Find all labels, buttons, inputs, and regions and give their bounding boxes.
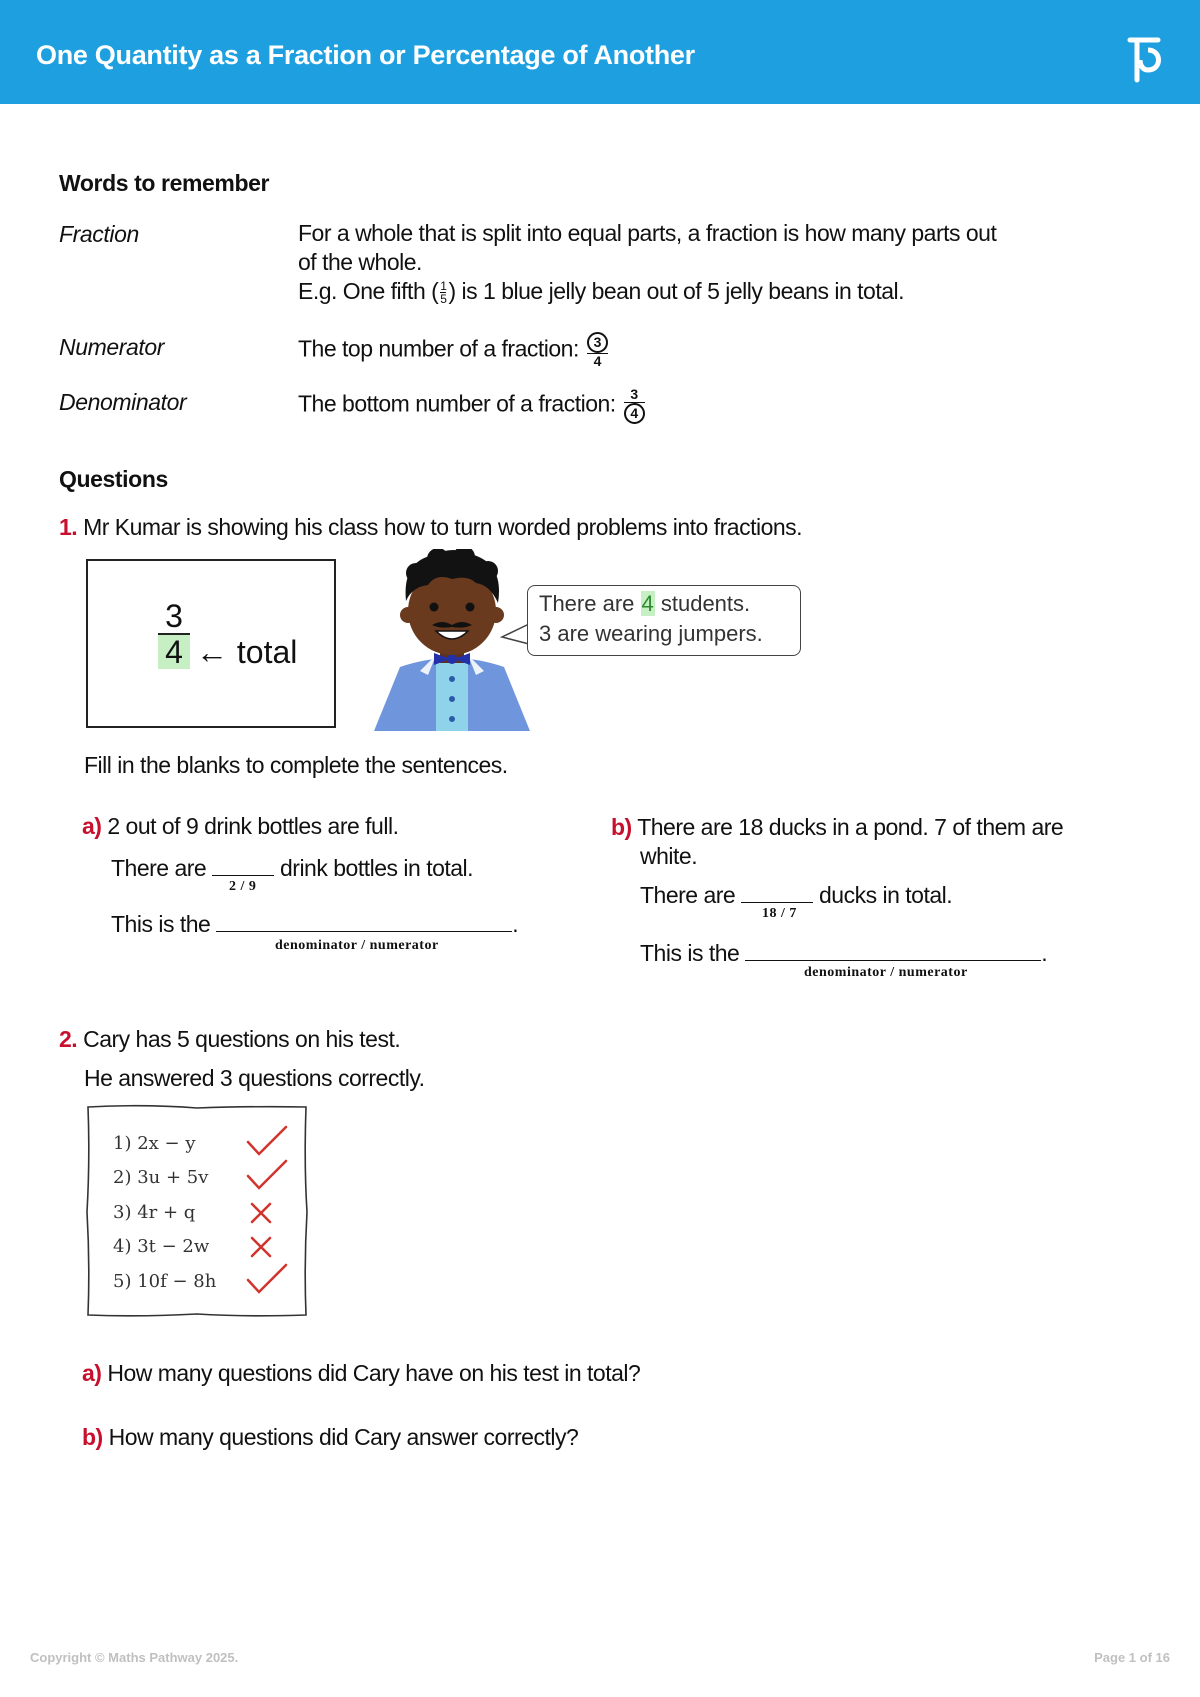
q1b-blank-2[interactable]: [745, 938, 1041, 961]
question-2-text-line1: Cary has 5 questions on his test.: [83, 1026, 401, 1052]
circled-denominator: 4: [624, 403, 645, 424]
fraction-denominator: 4: [593, 353, 601, 369]
box-denominator: 4: [158, 635, 190, 669]
fraction-numerator: 1: [440, 279, 447, 294]
q1a-label: a): [82, 813, 102, 839]
test-item-1: 1) 2x − y: [113, 1133, 196, 1154]
tick-icon: [245, 1124, 289, 1158]
bubble-line-1-pre: There are: [539, 591, 641, 616]
q1a-line-1: [111, 853, 473, 882]
q1b-line-2: [640, 938, 1047, 967]
total-label: ← total: [196, 634, 298, 670]
page-number: Page 1 of 16: [1094, 1650, 1170, 1665]
denominator-example-fraction: [624, 387, 645, 424]
fraction-definition: [298, 219, 1098, 306]
fraction-numerator: 3: [630, 386, 638, 402]
question-2-text-line2: He answered 3 questions correctly.: [84, 1065, 425, 1091]
page-header: [0, 0, 1200, 104]
copyright-text: Copyright © Maths Pathway 2025.: [30, 1650, 239, 1665]
q2b-text: How many questions did Cary answer correctly?: [108, 1424, 579, 1450]
one-fifth-fraction: [440, 280, 446, 305]
q1a-options-1: 2 / 9: [229, 879, 257, 894]
term-numerator: Numerator: [59, 334, 165, 360]
tick-icon: [245, 1262, 289, 1296]
page-title: One Quantity as a Fraction or Percentage of Another: [36, 40, 695, 70]
box-numerator: 3: [165, 598, 183, 634]
bubble-line-1: [539, 589, 800, 619]
tick-icon: [245, 1158, 289, 1192]
bubble-line-1-post: students.: [654, 591, 751, 616]
q1b-text-line1: There are 18 ducks in a pond. 7 of them are: [637, 814, 1064, 840]
questions-heading: Questions: [59, 466, 168, 492]
box-fraction: [158, 599, 190, 669]
test-item-4: 4) 3t − 2w: [113, 1236, 210, 1257]
numerator-example-fraction: [587, 332, 608, 369]
q1-instruction: Fill in the blanks to complete the sentences.: [84, 752, 508, 778]
q1a-line1-post: drink bottles in total.: [280, 855, 474, 881]
q2a-text: How many questions did Cary have on his test in total?: [107, 1360, 641, 1386]
q1a-blank-2[interactable]: [216, 909, 512, 932]
term-denominator: Denominator: [59, 389, 187, 415]
q2b-label: b): [82, 1424, 103, 1450]
fraction-denominator: 5: [440, 292, 447, 307]
term-fraction: Fraction: [59, 221, 139, 247]
q2a-label: a): [82, 1360, 102, 1386]
q1b-options-1: 18 / 7: [762, 906, 797, 921]
speech-bubble: [527, 585, 801, 656]
fraction-example: [298, 277, 1098, 306]
fraction-example-box: [86, 559, 336, 728]
q1a-text: 2 out of 9 drink bottles are full.: [107, 813, 399, 839]
q1a-line1-pre: There are: [111, 855, 207, 881]
test-item-2: 2) 3u + 5v: [113, 1167, 209, 1188]
denominator-def-text: The bottom number of a fraction:: [298, 390, 616, 417]
test-paper: [85, 1104, 309, 1318]
numerator-definition: [298, 332, 610, 369]
maths-pathway-logo-icon: [1122, 30, 1166, 86]
q1b-text-line2: white.: [640, 843, 698, 869]
test-item-5: 5) 10f − 8h: [113, 1271, 217, 1292]
q1b-prompt: [611, 813, 1063, 871]
q1a-prompt: [82, 813, 398, 840]
q1a-line2-pre: This is the: [111, 911, 211, 937]
q1b-line2-post: .: [1041, 940, 1048, 966]
q1b-options-2: denominator / numerator: [804, 965, 968, 980]
q1b-label: b): [611, 814, 632, 840]
q1b-blank-1[interactable]: [741, 880, 813, 903]
fraction-example-post: ) is 1 blue jelly bean out of 5 jelly beans in total.: [448, 278, 904, 304]
q1a-blank-1[interactable]: [212, 853, 274, 876]
numerator-def-text: The top number of a fraction:: [298, 335, 579, 362]
denominator-definition: [298, 387, 647, 424]
question-1: [59, 514, 802, 541]
q1a-line2-post: .: [512, 911, 519, 937]
q1a-line-2: [111, 909, 518, 938]
q2a-prompt: [82, 1360, 640, 1387]
q1b-line1-pre: There are: [640, 882, 736, 908]
bubble-highlight: 4: [641, 591, 654, 616]
cross-icon: [248, 1234, 274, 1260]
test-item-3: 3) 4r + q: [113, 1202, 196, 1223]
question-1-text: Mr Kumar is showing his class how to turn worded problems into fractions.: [83, 514, 803, 540]
cross-icon: [248, 1200, 274, 1226]
q1a-options-2: denominator / numerator: [275, 938, 439, 953]
fraction-def-line2: of the whole.: [298, 249, 422, 275]
fraction-def-line1: For a whole that is split into equal parts, a fraction is how many parts out: [298, 220, 997, 246]
words-heading: Words to remember: [59, 170, 270, 196]
circled-numerator: 3: [587, 332, 608, 353]
bubble-line-2: 3 are wearing jumpers.: [539, 621, 763, 646]
question-1-number: 1.: [59, 514, 78, 540]
question-2: [59, 1026, 400, 1053]
q1b-line1-post: ducks in total.: [819, 882, 953, 908]
q1b-line-1: [640, 880, 952, 909]
q1b-line2-pre: This is the: [640, 940, 740, 966]
q2b-prompt: [82, 1424, 578, 1451]
question-2-number: 2.: [59, 1026, 78, 1052]
fraction-example-pre: E.g. One fifth (: [298, 278, 439, 304]
